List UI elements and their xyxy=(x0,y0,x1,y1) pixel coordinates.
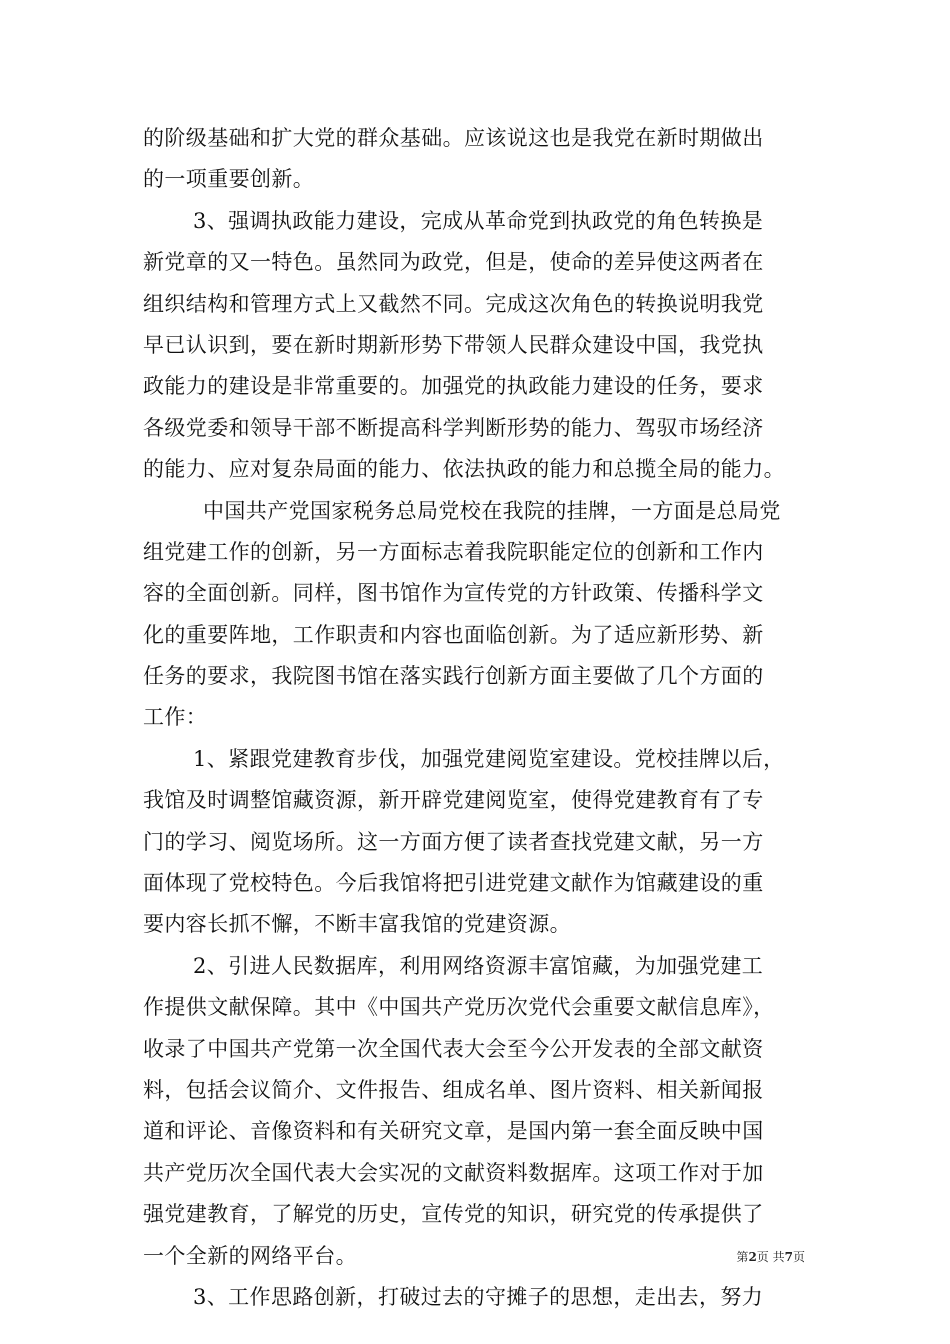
text-line: 化的重要阵地，工作职责和内容也面临创新。为了适应新形势、新 xyxy=(143,622,764,647)
footer-suffix: 页 xyxy=(792,1250,805,1264)
text-line: 道和评论、音像资料和有关研究文章，是国内第一套全面反映中国 xyxy=(143,1119,764,1144)
page-number: 2 xyxy=(748,1250,757,1264)
footer-middle: 页 共 xyxy=(756,1250,785,1264)
body-text xyxy=(143,118,807,1318)
text-line: 各级党委和领导干部不断提高科学判断形势的能力、驾驭市场经济 xyxy=(143,415,764,440)
text-line: 料，包括会议简介、文件报告、组成名单、图片资料、相关新闻报 xyxy=(143,1077,764,1102)
text-line: 2、引进人民数据库，利用网络资源丰富馆藏，为加强党建工 xyxy=(193,953,764,978)
text-line: 强党建教育，了解党的历史，宣传党的知识，研究党的传承提供了 xyxy=(143,1202,764,1227)
text-line: 3、工作思路创新，打破过去的守摊子的思想，走出去，努力 xyxy=(193,1284,764,1309)
text-line: 一个全新的网络平台。 xyxy=(143,1243,357,1268)
text-line: 要内容长抓不懈，不断丰富我馆的党建资源。 xyxy=(143,912,571,937)
text-line: 组党建工作的创新，另一方面标志着我院职能定位的创新和工作内 xyxy=(143,539,764,564)
text-line: 共产党历次全国代表大会实况的文献资料数据库。这项工作对于加 xyxy=(143,1160,764,1185)
text-line: 作提供文献保障。其中《中国共产党历次党代会重要文献信息库》， xyxy=(143,995,775,1020)
text-line: 早已认识到，要在新时期新形势下带领人民群众建设中国，我党执 xyxy=(143,332,764,357)
text-line: 工作： xyxy=(143,705,208,730)
text-line: 组织结构和管理方式上又截然不同。完成这次角色的转换说明我党 xyxy=(143,291,764,316)
text-line: 新党章的又一特色。虽然同为政党，但是，使命的差异使这两者在 xyxy=(143,250,764,275)
page-total: 7 xyxy=(784,1250,793,1264)
text-line: 面体现了党校特色。今后我馆将把引进党建文献作为馆藏建设的重 xyxy=(143,871,764,896)
text-line: 我馆及时调整馆藏资源，新开辟党建阅览室，使得党建教育有了专 xyxy=(143,788,764,813)
text-line: 的一项重要创新。 xyxy=(143,167,315,192)
text-line: 的阶级基础和扩大党的群众基础。应该说这也是我党在新时期做出 xyxy=(143,126,764,150)
text-line: 收录了中国共产党第一次全国代表大会至今公开发表的全部文献资 xyxy=(143,1036,764,1061)
text-line: 政能力的建设是非常重要的。加强党的执政能力建设的任务，要求 xyxy=(143,374,764,399)
text-line: 任务的要求，我院图书馆在落实践行创新方面主要做了几个方面的 xyxy=(143,664,764,689)
text-line: 3、强调执政能力建设，完成从革命党到执政党的角色转换是 xyxy=(193,208,764,233)
text-line: 1、紧跟党建教育步伐，加强党建阅览室建设。党校挂牌以后， xyxy=(193,746,785,771)
footer-prefix: 第 xyxy=(736,1250,749,1264)
text-line: 容的全面创新。同样，图书馆作为宣传党的方针政策、传播科学文 xyxy=(143,581,764,606)
text-line: 门的学习、阅览场所。这一方面方便了读者查找党建文献，另一方 xyxy=(143,829,764,854)
text-line: 中国共产党国家税务总局党校在我院的挂牌，一方面是总局党 xyxy=(203,498,781,523)
text-line: 的能力、应对复杂局面的能力、依法执政的能力和总揽全局的能力。 xyxy=(143,457,785,482)
page-footer xyxy=(736,1249,805,1265)
